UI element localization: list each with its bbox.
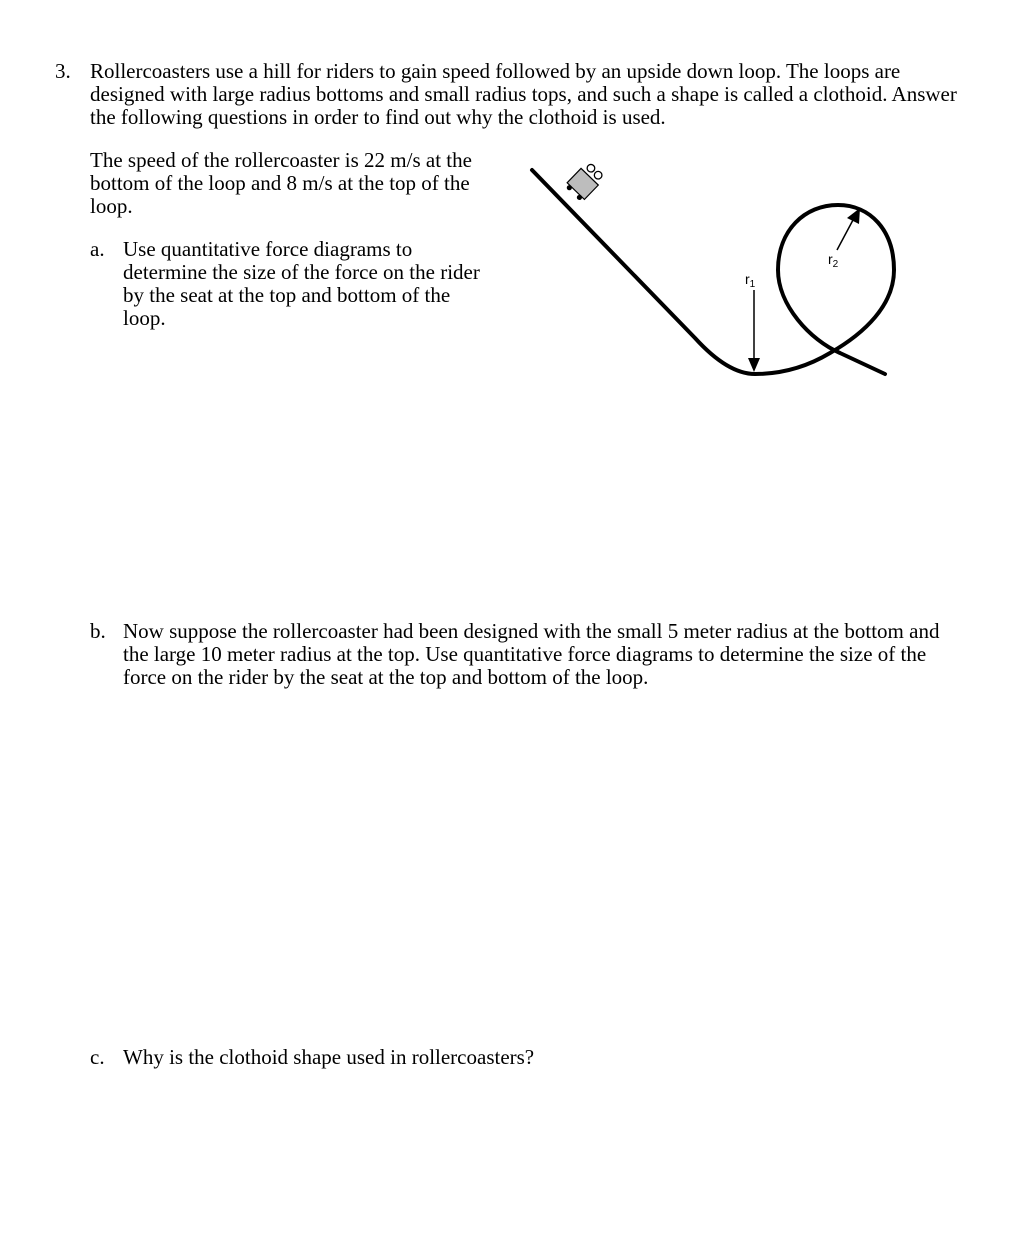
rollercoaster-cart: [564, 168, 598, 202]
part-b-label: b.: [90, 619, 106, 643]
rollercoaster-diagram: [520, 160, 900, 390]
question-number: 3.: [55, 59, 71, 83]
r1-arrowhead: [748, 358, 760, 372]
r2-arrowhead: [847, 208, 860, 224]
rollercoaster-track: [532, 170, 894, 374]
question-intro: Rollercoasters use a hill for riders to gain speed followed by an upside down loop. The loops are designed with large radius bottoms and small radius tops, and such a shape is called a clothoid. Answer the following questions in order to find out why the clothoid is used.: [90, 59, 957, 129]
part-a-text: Use quantitative force diagrams to determine the size of the force on the rider by the seat at the top and bottom of the loop.: [123, 237, 480, 330]
part-b-text: Now suppose the rollercoaster had been designed with the small 5 meter radius at the bottom and the large 10 meter radius at the top. Use quantitative force diagrams to determine the size of the force on the rider by the seat at the top and bottom of the loop.: [123, 619, 940, 689]
r2-label: $r_2$: [828, 251, 839, 270]
question-setup: The speed of the rollercoaster is 22 m/s at the bottom of the loop and 8 m/s at the top of the loop.: [90, 148, 472, 218]
part-c-text: Why is the clothoid shape used in rollercoasters?: [123, 1045, 535, 1069]
part-c-label: c.: [90, 1045, 105, 1069]
part-a-label: a.: [90, 237, 105, 261]
r1-label: $r_1$: [745, 271, 756, 290]
r2-arrow: [837, 220, 853, 250]
